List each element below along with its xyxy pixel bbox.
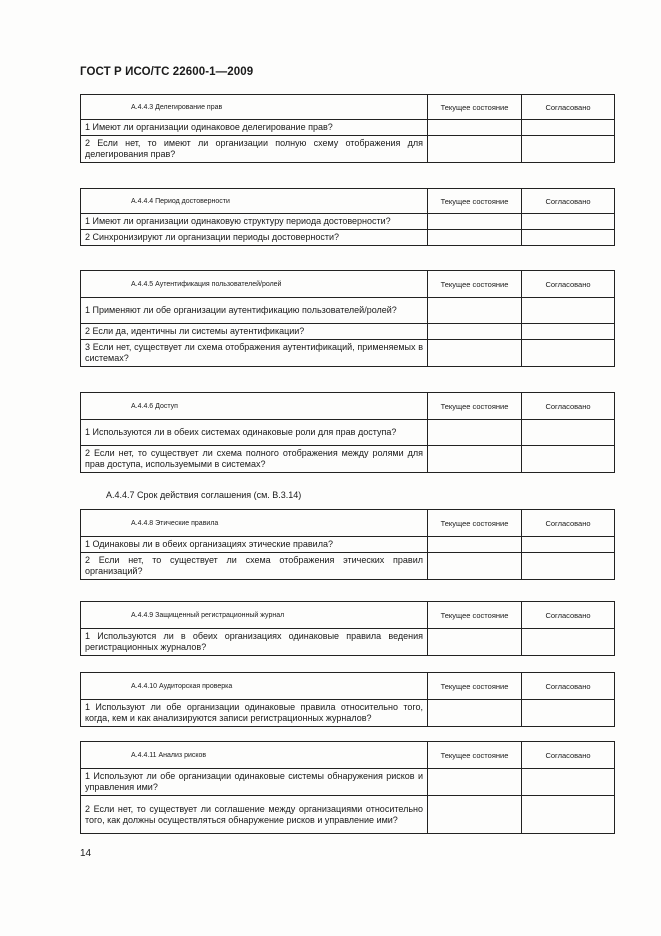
question-cell: 2 Если нет, то существует ли схема полного отображения между ролями для прав доступа, используемыми в системах? bbox=[81, 446, 428, 473]
question-cell: 2 Если да, идентичны ли системы аутентификации? bbox=[81, 324, 428, 340]
column-header-current: Текущее состояние bbox=[428, 742, 522, 769]
agreed-cell[interactable] bbox=[522, 340, 615, 367]
checklist-table-risk-analysis bbox=[80, 741, 615, 834]
question-cell: 2 Синхронизируют ли организации периоды достоверности? bbox=[81, 230, 428, 246]
question-cell: 1 Одинаковы ли в обеих организациях этические правила? bbox=[81, 537, 428, 553]
current-state-cell[interactable] bbox=[428, 340, 522, 367]
question-cell: 1 Применяют ли обе организации аутентификацию пользователей/ролей? bbox=[81, 298, 428, 324]
current-state-cell[interactable] bbox=[428, 629, 522, 656]
column-header-agreed: Согласовано bbox=[522, 742, 615, 769]
current-state-cell[interactable] bbox=[428, 230, 522, 246]
column-header-agreed: Согласовано bbox=[522, 393, 615, 420]
current-state-cell[interactable] bbox=[428, 769, 522, 796]
current-state-cell[interactable] bbox=[428, 446, 522, 473]
checklist-table-authentication bbox=[80, 270, 615, 367]
column-header-current: Текущее состояние bbox=[428, 393, 522, 420]
checklist-table-validity-period bbox=[80, 188, 615, 246]
agreed-cell[interactable] bbox=[522, 446, 615, 473]
question-cell: 2 Если нет, то имеют ли организации полную схему отображения для делегирования прав? bbox=[81, 136, 428, 163]
current-state-cell[interactable] bbox=[428, 214, 522, 230]
current-state-cell[interactable] bbox=[428, 537, 522, 553]
current-state-cell[interactable] bbox=[428, 120, 522, 136]
question-cell: 3 Если нет, существует ли схема отображения аутентификаций, применяемых в системах? bbox=[81, 340, 428, 367]
page-number: 14 bbox=[80, 848, 92, 859]
column-header-current: Текущее состояние bbox=[428, 189, 522, 214]
current-state-cell[interactable] bbox=[428, 324, 522, 340]
current-state-cell[interactable] bbox=[428, 796, 522, 834]
agreed-cell[interactable] bbox=[522, 420, 615, 446]
document-header: ГОСТ Р ИСО/ТС 22600-1—2009 bbox=[80, 66, 254, 78]
table-title: A.4.4.10 Аудиторская проверка bbox=[81, 673, 428, 700]
question-cell: 1 Используют ли обе организации одинаковые системы обнаружения рисков и управления ими? bbox=[81, 769, 428, 796]
agreed-cell[interactable] bbox=[522, 553, 615, 580]
checklist-table-access bbox=[80, 392, 615, 473]
question-cell: 2 Если нет, то существует ли схема отображения этических правил организаций? bbox=[81, 553, 428, 580]
table-title: A.4.4.8 Этические правила bbox=[81, 510, 428, 537]
column-header-agreed: Согласовано bbox=[522, 602, 615, 629]
agreed-cell[interactable] bbox=[522, 537, 615, 553]
current-state-cell[interactable] bbox=[428, 420, 522, 446]
question-cell: 1 Используются ли в обеих организациях одинаковые правила ведения регистрационных журналов? bbox=[81, 629, 428, 656]
column-header-current: Текущее состояние bbox=[428, 271, 522, 298]
agreed-cell[interactable] bbox=[522, 120, 615, 136]
column-header-current: Текущее состояние bbox=[428, 602, 522, 629]
question-cell: 1 Имеют ли организации одинаковую структуру периода достоверности? bbox=[81, 214, 428, 230]
agreed-cell[interactable] bbox=[522, 298, 615, 324]
agreed-cell[interactable] bbox=[522, 629, 615, 656]
column-header-agreed: Согласовано bbox=[522, 673, 615, 700]
agreed-cell[interactable] bbox=[522, 136, 615, 163]
column-header-agreed: Согласовано bbox=[522, 189, 615, 214]
table-title: A.4.4.11 Анализ рисков bbox=[81, 742, 428, 769]
agreed-cell[interactable] bbox=[522, 230, 615, 246]
agreed-cell[interactable] bbox=[522, 324, 615, 340]
table-title: A.4.4.9 Защищенный регистрационный журнал bbox=[81, 602, 428, 629]
section-title-agreement-term: A.4.4.7 Срок действия соглашения (см. B.3.14) bbox=[106, 490, 302, 500]
current-state-cell[interactable] bbox=[428, 136, 522, 163]
table-title: A.4.4.5 Аутентификация пользователей/ролей bbox=[81, 271, 428, 298]
table-title: A.4.4.4 Период достоверности bbox=[81, 189, 428, 214]
checklist-table-audit bbox=[80, 672, 615, 727]
agreed-cell[interactable] bbox=[522, 769, 615, 796]
column-header-current: Текущее состояние bbox=[428, 673, 522, 700]
agreed-cell[interactable] bbox=[522, 214, 615, 230]
table-title: A.4.4.3 Делегирование прав bbox=[81, 95, 428, 120]
question-cell: 1 Используются ли в обеих системах одинаковые роли для прав доступа? bbox=[81, 420, 428, 446]
checklist-table-delegation bbox=[80, 94, 615, 163]
question-cell: 2 Если нет, то существует ли соглашение между организациями относительно того, как должны осуществляться обнаружение рисков и управление ими? bbox=[81, 796, 428, 834]
column-header-agreed: Согласовано bbox=[522, 95, 615, 120]
agreed-cell[interactable] bbox=[522, 700, 615, 727]
checklist-table-secure-log bbox=[80, 601, 615, 656]
column-header-current: Текущее состояние bbox=[428, 95, 522, 120]
agreed-cell[interactable] bbox=[522, 796, 615, 834]
column-header-current: Текущее состояние bbox=[428, 510, 522, 537]
current-state-cell[interactable] bbox=[428, 298, 522, 324]
checklist-table-ethics bbox=[80, 509, 615, 580]
table-title: A.4.4.6 Доступ bbox=[81, 393, 428, 420]
question-cell: 1 Используют ли обе организации одинаковые правила относительно того, когда, кем и как анализируются записи регистрационных журналов? bbox=[81, 700, 428, 727]
current-state-cell[interactable] bbox=[428, 553, 522, 580]
current-state-cell[interactable] bbox=[428, 700, 522, 727]
column-header-agreed: Согласовано bbox=[522, 271, 615, 298]
column-header-agreed: Согласовано bbox=[522, 510, 615, 537]
question-cell: 1 Имеют ли организации одинаковое делегирование прав? bbox=[81, 120, 428, 136]
